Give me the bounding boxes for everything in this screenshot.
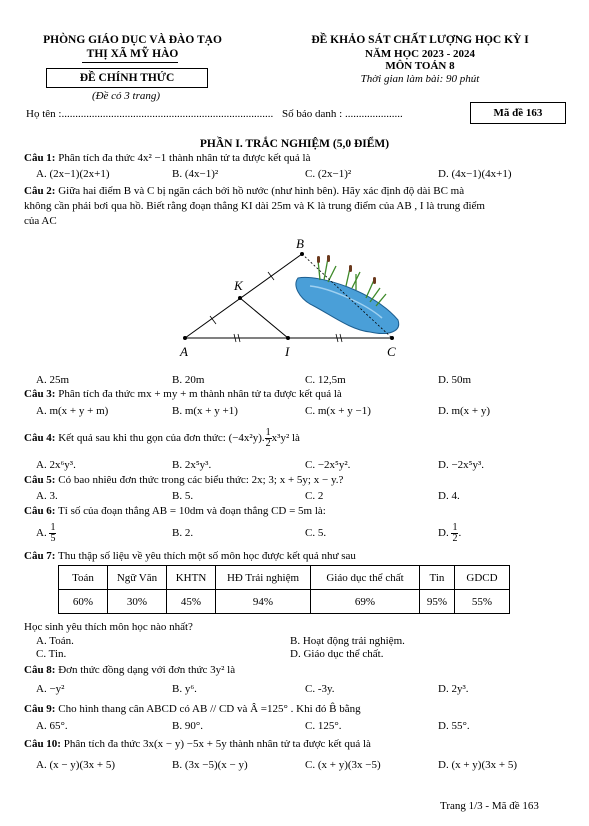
exam-title: ĐỀ KHẢO SÁT CHẤT LƯỢNG HỌC KỲ I — [311, 34, 529, 46]
school-year: NĂM HỌC 2023 - 2024 — [365, 48, 475, 60]
q9-option-d[interactable]: D. 55°. — [438, 720, 470, 732]
question-2 — [24, 185, 464, 197]
question-2-line-2: không cần phải bơi qua hồ. Biết rằng đoạn thẳng KI dài 25m và K là trung điểm của AB , I là trung điểm — [24, 200, 485, 212]
question-text-tail: x³y² là — [271, 432, 300, 445]
label-b: B — [296, 236, 304, 251]
q7-option-c[interactable]: C. Tin. — [36, 648, 67, 660]
question-text: Có bao nhiêu đơn thức trong các biểu thức: 2x; 3; x + 5y; x − y.? — [58, 474, 344, 486]
q7-option-b[interactable]: B. Hoạt động trải nghiệm. — [290, 635, 405, 647]
fraction-one-half: $\frac{1}{2}$ — [452, 522, 458, 544]
segment-ab — [185, 254, 302, 338]
q6-option-c[interactable]: C. 5. — [305, 527, 327, 539]
question-text: Phân tích đa thức 4x² −1 thành nhân tử ta được kết quả là — [58, 152, 311, 164]
question-text: Kết quả sau khi thu gọn của đơn thức: (−4x²y). — [58, 432, 265, 445]
table-row — [59, 590, 510, 614]
header-underline-left — [82, 62, 178, 63]
q8-option-a[interactable]: A. −y² — [36, 683, 65, 695]
question-text: Giữa hai điểm B và C bị ngăn cách bởi hồ nước (như hình bên). Hãy xác định độ dài BC mà — [58, 185, 465, 197]
page-footer: Trang 1/3 - Mã đề 163 — [440, 800, 539, 812]
q3-option-c[interactable]: C. m(x + y −1) — [305, 405, 371, 417]
table-cell: GDCD — [455, 566, 510, 590]
question-text: Cho hình thang cân ABCD có AB // CD và Â =125° . Khi đó B̂ bằng — [58, 703, 361, 715]
q5-option-c[interactable]: C. 2 — [305, 490, 324, 502]
question-5 — [24, 474, 343, 486]
candidate-number-field: Số báo danh : ..................... — [282, 108, 403, 120]
question-3 — [24, 388, 342, 400]
q10-option-d[interactable]: D. (x + y)(3x + 5) — [438, 759, 518, 771]
question-label: Câu 9: — [24, 703, 56, 715]
question-label: Câu 3: — [24, 388, 56, 400]
name-field: Họ tên :............................................................................. — [26, 108, 274, 120]
question-text: Đơn thức đồng dạng với đơn thức 3y² là — [58, 664, 236, 676]
q4-option-c[interactable]: C. −2x⁵y². — [305, 459, 351, 471]
q3-option-d[interactable]: D. m(x + y) — [438, 405, 491, 417]
point-c — [390, 336, 394, 340]
question-7 — [24, 550, 356, 562]
q1-option-b[interactable]: B. (4x−1)² — [172, 168, 219, 180]
table-cell: KHTN — [167, 566, 216, 590]
q1-option-a[interactable]: A. (2x−1)(2x+1) — [36, 168, 110, 180]
point-a — [183, 336, 187, 340]
question-6 — [24, 505, 326, 517]
question-10 — [24, 738, 371, 750]
table-cell: 95% — [420, 590, 455, 614]
q3-option-a[interactable]: A. m(x + y + m) — [36, 405, 109, 417]
subject: MÔN TOÁN 8 — [385, 60, 455, 72]
q10-option-a[interactable]: A. (x − y)(3x + 5) — [36, 759, 116, 771]
q2-option-c[interactable]: C. 12,5m — [305, 374, 346, 386]
point-i — [286, 336, 290, 340]
point-b — [300, 252, 304, 256]
question-label: Câu 5: — [24, 474, 56, 486]
question-text: Phân tích đa thức 3x(x − y) −5x + 5y thành nhân tử ta được kết quả là — [63, 738, 371, 750]
label-c: C — [387, 344, 396, 359]
table-header-row — [59, 566, 510, 590]
table-cell: 69% — [311, 590, 420, 614]
question-text: Tỉ số của đoạn thẳng AB = 10dm và đoạn thẳng CD = 5m là: — [58, 505, 326, 517]
q4-option-a[interactable]: A. 2x⁶y³. — [36, 459, 76, 471]
q9-option-a[interactable]: A. 65°. — [36, 720, 68, 732]
table-cell: 55% — [455, 590, 510, 614]
q3-option-b[interactable]: B. m(x + y +1) — [172, 405, 238, 417]
table-cell: HĐ Trải nghiệm — [216, 566, 311, 590]
q7-option-d[interactable]: D. Giáo dục thể chất. — [290, 648, 384, 660]
q4-option-d[interactable]: D. −2x⁵y³. — [438, 459, 485, 471]
question-9 — [24, 703, 361, 715]
question-label: Câu 10: — [24, 738, 61, 750]
q2-option-a[interactable]: A. 25m — [36, 374, 69, 386]
official-badge: ĐỀ CHÍNH THỨC — [46, 68, 208, 88]
q9-option-b[interactable]: B. 90°. — [172, 720, 203, 732]
table-cell: 45% — [167, 590, 216, 614]
q1-option-d[interactable]: D. (4x−1)(4x+1) — [438, 168, 512, 180]
question-1 — [24, 152, 310, 164]
lake-triangle-figure — [170, 232, 410, 362]
q6-option-d[interactable]: D. $\frac{1}{2}$ . — [438, 522, 462, 544]
exam-time: Thời gian làm bài: 90 phút — [360, 73, 480, 85]
question-label: Câu 8: — [24, 664, 56, 676]
question-8 — [24, 664, 235, 676]
question-label: Câu 7: — [24, 550, 56, 562]
q2-option-b[interactable]: B. 20m — [172, 374, 205, 386]
label-a: A — [180, 344, 188, 359]
fraction-one-half: $\frac{1}{2}$ — [265, 427, 271, 449]
q5-option-b[interactable]: B. 5. — [172, 490, 194, 502]
q1-option-c[interactable]: C. (2x−1)² — [305, 168, 352, 180]
question-label: Câu 6: — [24, 505, 56, 517]
q10-option-c[interactable]: C. (x + y)(3x −5) — [305, 759, 381, 771]
point-k — [238, 296, 242, 300]
q6-option-b[interactable]: B. 2. — [172, 527, 194, 539]
question-7-followup: Học sinh yêu thích môn học nào nhất? — [24, 621, 193, 633]
question-4 — [24, 428, 300, 449]
table-cell: Ngữ Văn — [108, 566, 167, 590]
exam-code-box: Mã đề 163 — [470, 102, 566, 124]
table-cell: 60% — [59, 590, 108, 614]
question-label: Câu 2: — [24, 185, 56, 197]
table-cell: 94% — [216, 590, 311, 614]
q5-option-a[interactable]: A. 3. — [36, 490, 58, 502]
department-name: PHÒNG GIÁO DỤC VÀ ĐÀO TẠO — [43, 34, 222, 46]
q7-option-a[interactable]: A. Toán. — [36, 635, 74, 647]
question-label: Câu 4: — [24, 432, 56, 445]
q4-option-b[interactable]: B. 2x⁵y³. — [172, 459, 212, 471]
subject-preference-table — [58, 565, 510, 614]
q8-option-b[interactable]: B. y⁶. — [172, 683, 197, 695]
fraction-one-fifth: $\frac{1}{5}$ — [50, 522, 56, 544]
table-cell: Giáo dục thể chất — [311, 566, 420, 590]
q6-option-a[interactable]: A. $\frac{1}{5}$ — [36, 522, 56, 544]
question-text: Thu thập số liệu về yêu thích một số môn học được kết quả như sau — [58, 550, 356, 562]
q8-option-c[interactable]: C. -3y. — [305, 683, 335, 695]
town-name: THỊ XÃ MỸ HÀO — [86, 48, 179, 60]
question-label: Câu 1: — [24, 152, 56, 164]
table-cell: Tin — [420, 566, 455, 590]
pages-note: (Đề có 3 trang) — [91, 90, 161, 102]
label-i: I — [285, 344, 290, 359]
q8-option-d[interactable]: D. 2y³. — [438, 683, 469, 695]
q9-option-c[interactable]: C. 125°. — [305, 720, 342, 732]
table-cell: Toán — [59, 566, 108, 590]
segment-ki — [240, 298, 288, 338]
q5-option-d[interactable]: D. 4. — [438, 490, 460, 502]
section-title: PHẦN I. TRẮC NGHIỆM (5,0 ĐIỂM) — [199, 138, 390, 150]
q10-option-b[interactable]: B. (3x −5)(x − y) — [172, 759, 248, 771]
q2-option-d[interactable]: D. 50m — [438, 374, 471, 386]
question-text: Phân tích đa thức mx + my + m thành nhân tử ta được kết quả là — [58, 388, 342, 400]
label-k: K — [234, 278, 243, 293]
question-2-line-3: của AC — [24, 215, 57, 227]
table-cell: 30% — [108, 590, 167, 614]
